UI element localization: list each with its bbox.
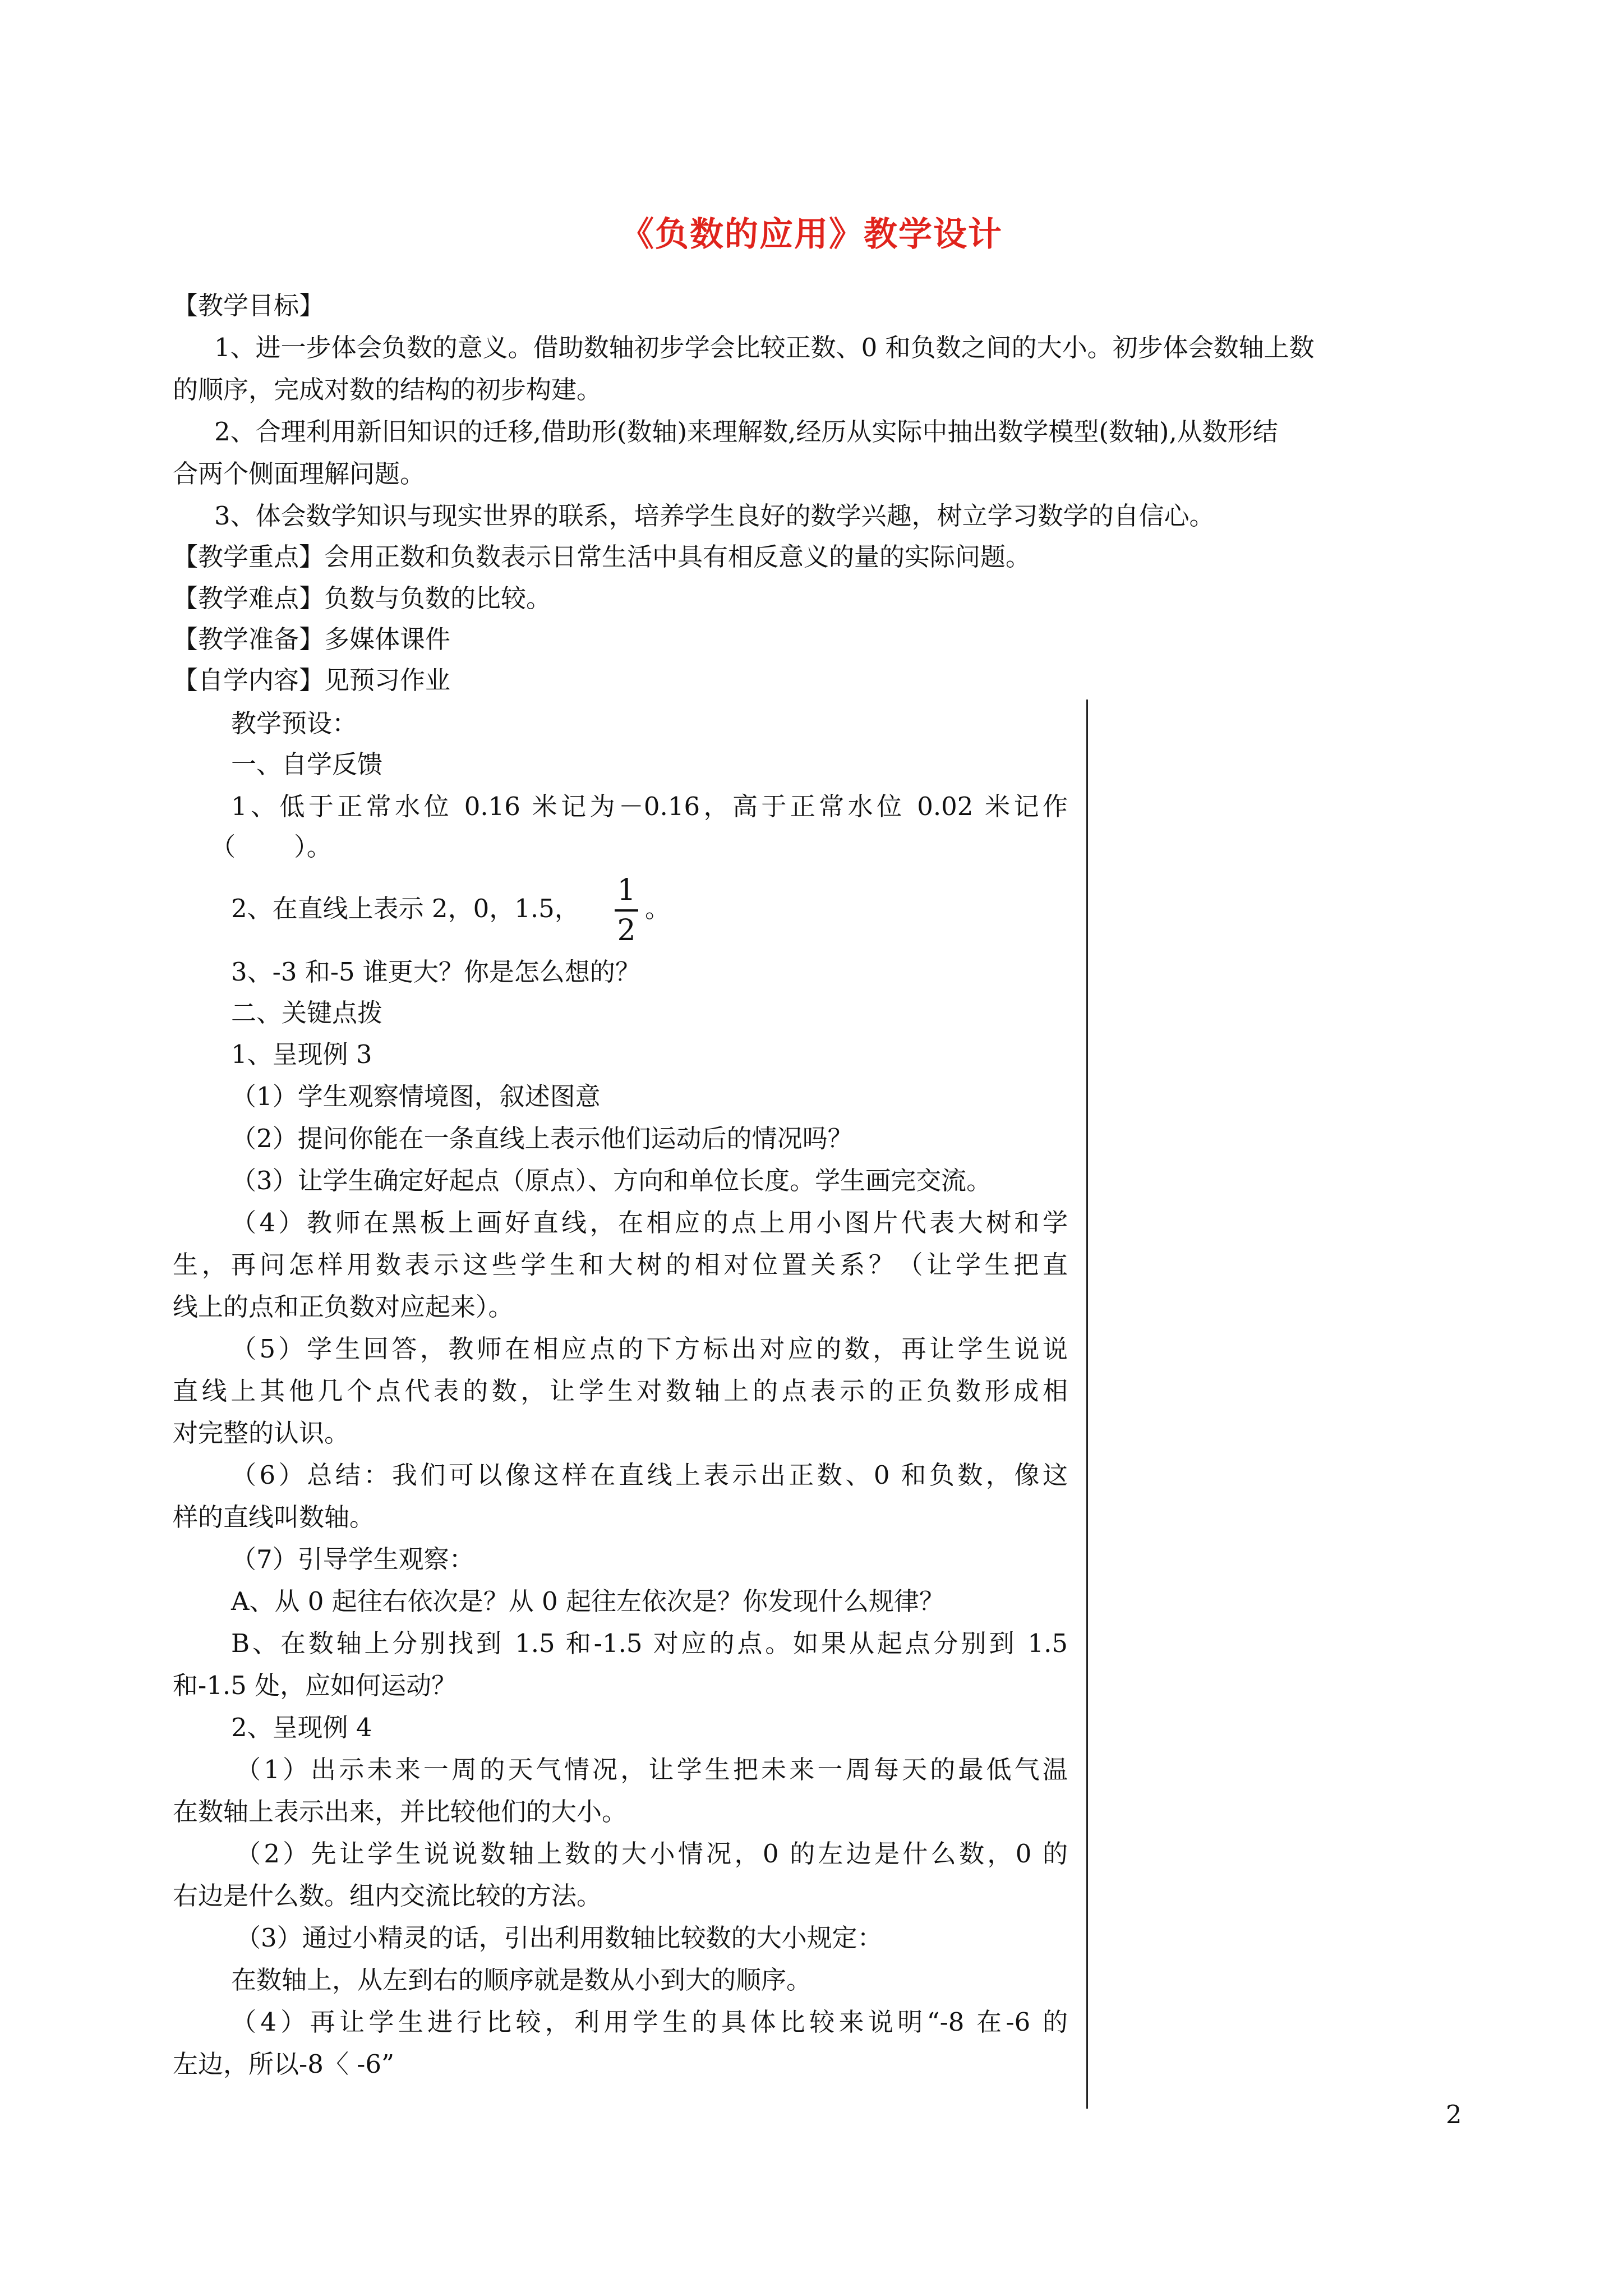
page-number: 2 xyxy=(1446,2100,1462,2129)
step4-1-line-2: 在数轴上表示出来，并比较他们的大小。 xyxy=(173,1797,628,1826)
step3-5-line-1: （5）学生回答，教师在相应点的下方标出对应的数，再让学生说说 xyxy=(231,1334,1068,1364)
step3-7b-line-1: B、在数轴上分别找到 1.5 和-1.5 对应的点。如果从起点分别到 1.5 xyxy=(231,1628,1068,1658)
step3-4-line-1: （4）教师在黑板上画好直线，在相应的点上用小图片代表大树和学 xyxy=(231,1208,1068,1237)
objective-2-line-1: 2、合理利用新旧知识的迁移,借助形(数轴)来理解数,经历从实际中抽出数学模型(数轴),从数形结 xyxy=(214,417,1278,447)
step4-rule: 在数轴上，从左到右的顺序就是数从小到大的顺序。 xyxy=(231,1965,812,1995)
fraction-bar xyxy=(615,909,638,912)
step4-4-line-2: 左边，所以-8〈 -6” xyxy=(173,2049,394,2079)
preparation: 【教学准备】多媒体课件 xyxy=(173,624,451,654)
objectives-heading: 【教学目标】 xyxy=(173,291,325,320)
step4-2-line-1: （2）先让学生说说数轴上数的大小情况，0 的左边是什么数，0 的 xyxy=(236,1839,1068,1869)
objective-3-line-1: 3、体会数学知识与现实世界的联系，培养学生良好的数学兴趣，树立学习数学的自信心。 xyxy=(214,501,1215,531)
step4-2-line-2: 右边是什么数。组内交流比较的方法。 xyxy=(173,1881,602,1911)
key-point: 【教学重点】会用正数和负数表示日常生活中具有相反意义的量的实际问题。 xyxy=(173,542,1031,572)
objective-1-line-2: 的顺序，完成对数的结构的初步构建。 xyxy=(173,375,602,404)
question-2-text: 2、在直线上表示 2，0，1.5， xyxy=(231,894,580,923)
fraction-one-half xyxy=(612,872,640,949)
section-1-heading: 一、自学反馈 xyxy=(231,749,383,779)
step3-5-line-3: 对完整的认识。 xyxy=(173,1418,350,1448)
difficult-point: 【教学难点】负数与负数的比较。 xyxy=(173,583,552,613)
preset-title: 教学预设： xyxy=(231,708,358,738)
step3-7: （7）引导学生观察： xyxy=(231,1544,474,1574)
step3-6-line-2: 样的直线叫数轴。 xyxy=(173,1502,375,1532)
column-divider-line xyxy=(1086,700,1088,2109)
question-2-end: 。 xyxy=(645,894,671,923)
question-3: 3、-3 和-5 谁更大？你是怎么想的？ xyxy=(231,957,640,987)
objective-1-line-1: 1、进一步体会负数的意义。借助数轴初步学会比较正数、0 和负数之间的大小。初步体会数轴上数 xyxy=(214,333,1315,362)
step4-1-line-1: （1）出示未来一周的天气情况，让学生把未来一周每天的最低气温 xyxy=(236,1755,1068,1784)
example-3-heading: 1、呈现例 3 xyxy=(231,1039,372,1069)
step3-5-line-2: 直线上其他几个点代表的数，让学生对数轴上的点表示的正负数形成相 xyxy=(173,1376,1068,1406)
step3-4-line-3: 线上的点和正负数对应起来）。 xyxy=(173,1292,514,1322)
document-title: 《负数的应用》教学设计 xyxy=(620,215,1003,254)
section-2-heading: 二、关键点拨 xyxy=(231,998,383,1028)
fraction-numerator: 1 xyxy=(617,873,636,907)
step3-1: （1）学生观察情境图，叙述图意 xyxy=(231,1082,601,1111)
objective-2-line-2: 合两个侧面理解问题。 xyxy=(173,459,426,489)
step3-3: （3）让学生确定好起点（原点）、方向和单位长度。学生画完交流。 xyxy=(231,1166,992,1195)
step3-7a: A、从 0 起往右依次是？从 0 起往左依次是？你发现什么规律？ xyxy=(231,1586,944,1616)
step3-6-line-1: （6）总结：我们可以像这样在直线上表示出正数、0 和负数，像这 xyxy=(231,1460,1068,1490)
question-1-line-1: 1、低于正常水位 0.16 米记为－0.16，高于正常水位 0.02 米记作 xyxy=(231,792,1068,821)
self-study-content: 【自学内容】见预习作业 xyxy=(173,665,451,695)
example-4-heading: 2、呈现例 4 xyxy=(231,1713,372,1742)
step3-4-line-2: 生，再问怎样用数表示这些学生和大树的相对位置关系？（让学生把直 xyxy=(173,1250,1068,1280)
step3-7b-line-2: 和-1.5 处，应如何运动？ xyxy=(173,1671,457,1700)
question-1-line-2: （ ）。 xyxy=(210,832,332,862)
step4-4-line-1: （4）再让学生进行比较，利用学生的具体比较来说明“-8 在-6 的 xyxy=(231,2007,1068,2037)
step4-3: （3）通过小精灵的话，引出利用数轴比较数的大小规定： xyxy=(236,1923,883,1953)
step3-2: （2）提问你能在一条直线上表示他们运动后的情况吗？ xyxy=(231,1124,853,1153)
fraction-denominator: 2 xyxy=(617,914,636,947)
